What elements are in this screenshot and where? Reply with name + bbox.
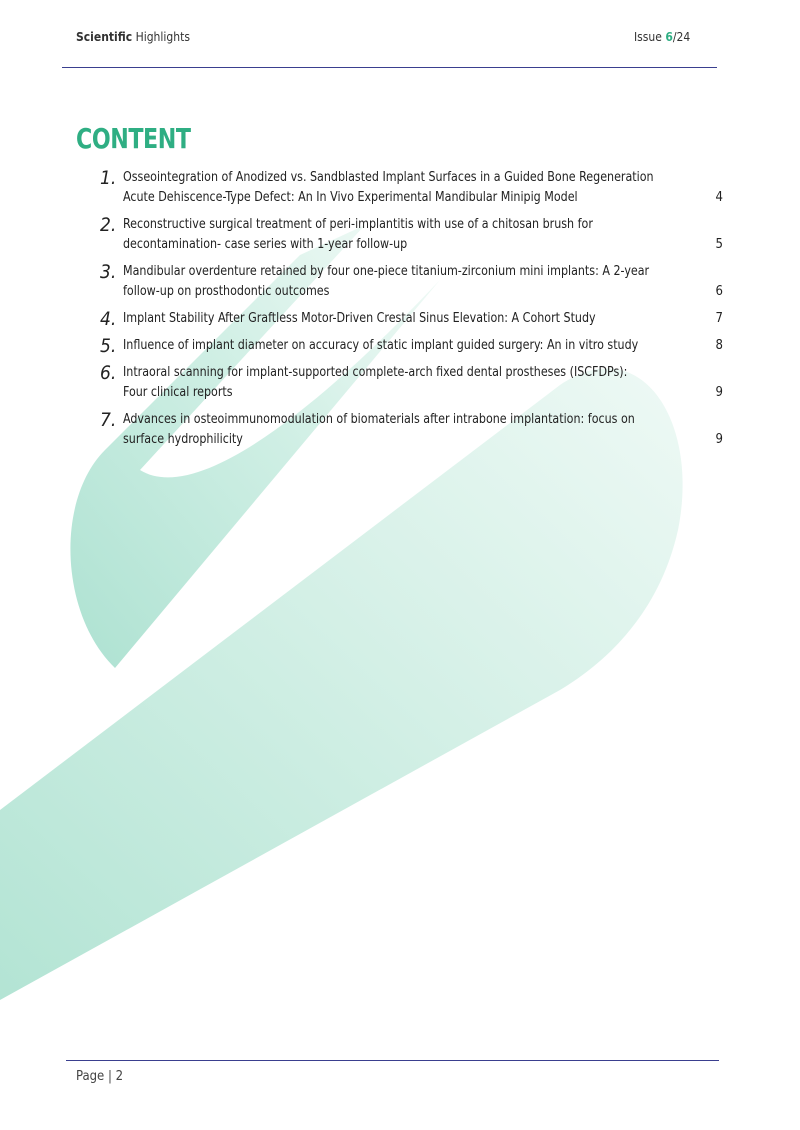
toc-item-title: Osseointegration of Anodized vs. Sandblasted Implant Surfaces in a Guided Bone Regeneration Acute Dehiscence-Type Defect: An In Vivo Experimental Mandibular Minipig Model [123, 170, 654, 205]
header-issue [634, 30, 690, 44]
toc-item-page: 6 [715, 284, 723, 299]
toc-item-number: 4. [100, 308, 117, 330]
issue-prefix: Issue [634, 30, 666, 44]
toc-item[interactable] [100, 262, 725, 302]
page-number: Page | 2 [76, 1069, 124, 1084]
header-brand [76, 30, 190, 44]
issue-suffix: /24 [672, 30, 691, 44]
toc-item-page: 8 [715, 338, 723, 353]
header-divider [62, 67, 717, 68]
brand-bold: Scientific [76, 30, 133, 44]
toc-item-title: Intraoral scanning for implant-supported complete-arch fixed dental prostheses (ISCFDPs): Four clinical reports [123, 365, 628, 400]
toc-item-title: Mandibular overdenture retained by four one-piece titanium-zirconium mini implants: A 2-year follow-up on prosthodontic outcomes [123, 264, 650, 299]
toc-item-page: 9 [715, 385, 723, 400]
toc-item[interactable] [100, 363, 725, 403]
toc-item-number: 3. [100, 261, 117, 283]
issue-number: 6 [665, 30, 673, 44]
toc-item[interactable] [100, 336, 725, 356]
brand-rest: Highlights [132, 30, 190, 44]
toc-item-number: 7. [100, 409, 117, 431]
toc-item-number: 5. [100, 335, 117, 357]
toc-item-title: Advances in osteoimmunomodulation of biomaterials after intrabone implantation: focus on surface hydrophilicity [123, 412, 635, 447]
footer-divider [66, 1060, 719, 1061]
toc-item[interactable] [100, 215, 725, 255]
toc-item-page: 5 [715, 237, 723, 252]
toc-item-title: Reconstructive surgical treatment of peri-implantitis with use of a chitosan brush for decontamination- case series with 1-year follow-up [123, 217, 593, 252]
toc-item[interactable] [100, 168, 725, 208]
toc-item-title: Implant Stability After Graftless Motor-Driven Crestal Sinus Elevation: A Cohort Study [123, 311, 596, 326]
toc-item-title: Influence of implant diameter on accuracy of static implant guided surgery: An in vitro study [123, 338, 639, 353]
toc-item[interactable] [100, 309, 725, 329]
toc-item[interactable] [100, 410, 725, 450]
toc-item-page: 4 [715, 190, 723, 205]
page-title: CONTENT [76, 122, 191, 155]
toc-item-number: 1. [100, 167, 117, 189]
toc-item-number: 6. [100, 362, 117, 384]
toc-item-number: 2. [100, 214, 117, 236]
toc-item-page: 7 [715, 311, 723, 326]
toc-item-page: 9 [715, 432, 723, 447]
table-of-contents [100, 168, 725, 457]
